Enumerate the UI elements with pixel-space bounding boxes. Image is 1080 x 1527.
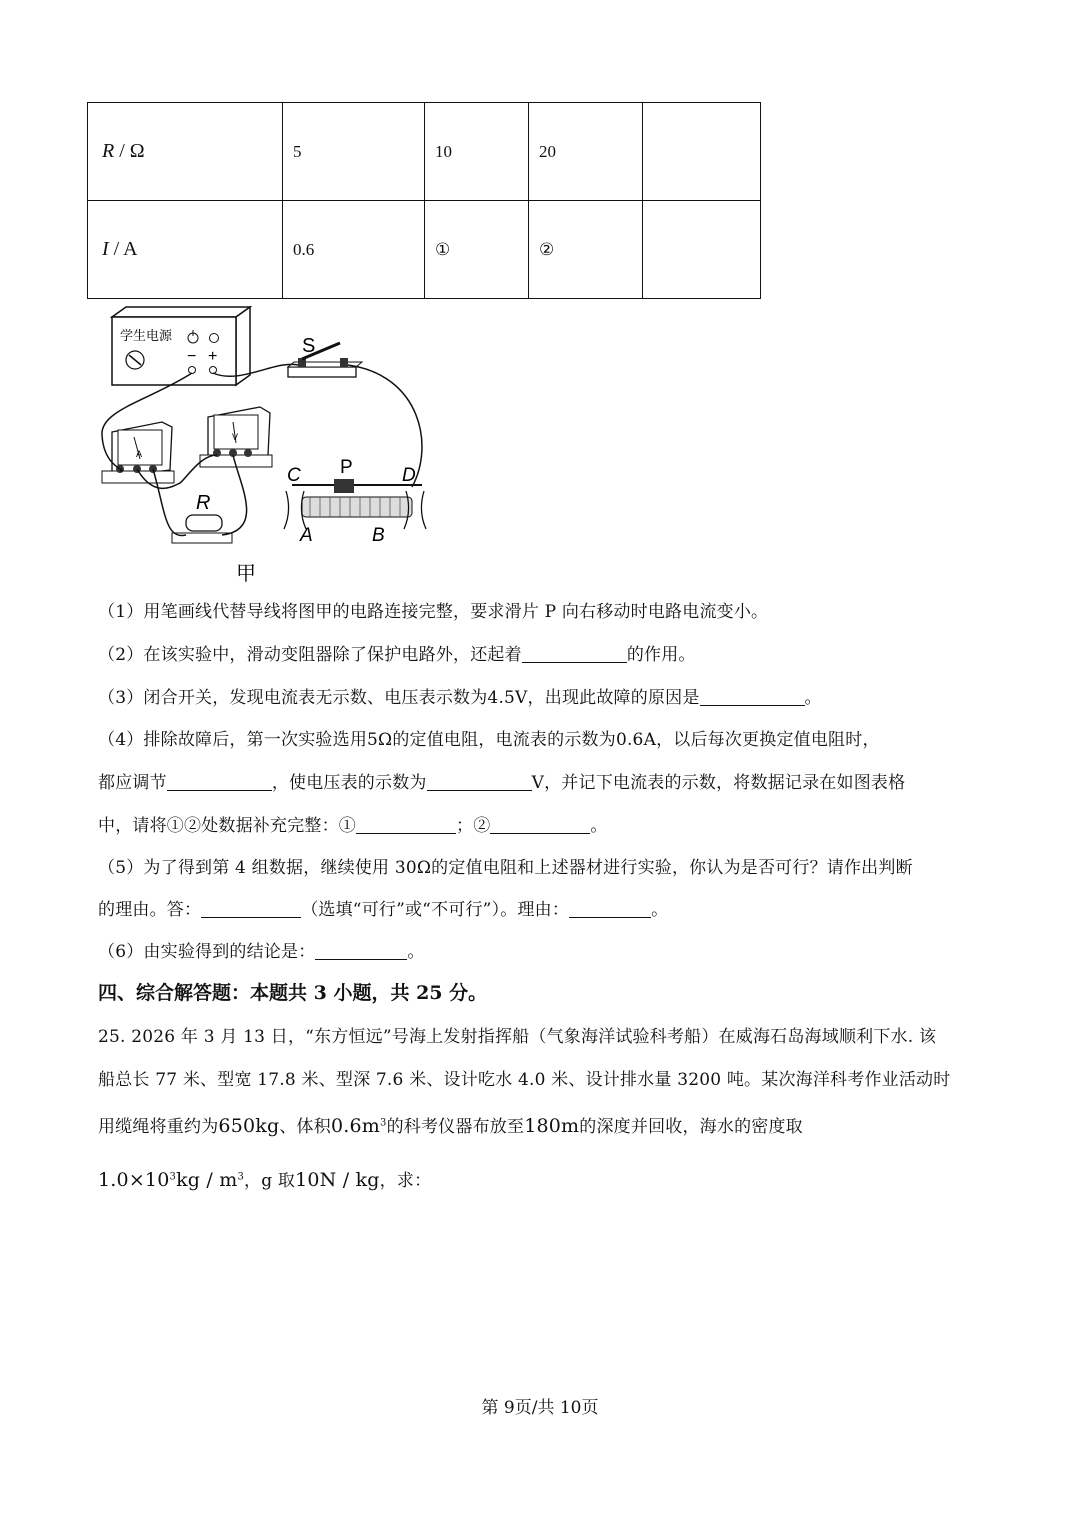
table-cell: ① [425,201,529,299]
answer-blank[interactable] [167,773,272,791]
table-cell: 10 [425,103,529,201]
table-row [88,201,761,299]
question-5-line-2: 的理由。答： （选填“可行”或“不可行”）。理由： 。 [98,900,669,920]
problem-25-line-4: $1.0\times 10^3kg / m^3$，g 取10N / kg，求： [98,1169,432,1191]
question-6: （6）由实验得到的结论是： 。 [98,942,425,962]
table-cell: ② [529,201,643,299]
answer-blank[interactable] [315,942,407,960]
table-row [88,103,761,201]
problem-25-line-3: 用缆绳将重约为650kg、体积$0.6m^3$的科考仪器布放至180m的深度并回收，海水的密度取 [98,1115,803,1137]
data-table [87,102,761,299]
page-footer: 第 9页/共 10页 [481,1398,599,1418]
minus-terminal-label: − [187,348,197,365]
voltmeter-label: V [232,432,239,442]
figure-caption: 甲 [236,563,256,585]
row-label-r: R / Ω [88,103,283,201]
ammeter-label: A [136,449,143,459]
question-1: （1）用笔画线代替导线将图甲的电路连接完整，要求滑片 P 向右移动时电路电流变小。 [98,602,769,622]
terminal-b-label: B [372,525,385,546]
table-cell: 5 [283,103,425,201]
terminal-c-label: C [287,465,301,486]
answer-blank[interactable] [201,900,301,918]
resistor-label: R [196,492,211,514]
slider-p-label: P [340,457,353,478]
answer-blank[interactable] [522,645,627,663]
question-4-line-3: 中，请将①②处数据补充完整：① ；② 。 [98,816,608,836]
rheostat [284,457,426,546]
voltmeter [200,407,272,467]
table-cell: 0.6 [283,201,425,299]
answer-blank[interactable] [569,900,651,918]
question-4-line-1: （4）排除故障后，第一次实验选用5Ω的定值电阻，电流表的示数为0.6A，以后每次更换定值电阻时， [98,730,880,750]
problem-25-line-1: 25. 2026 年 3 月 13 日，“东方恒远”号海上发射指挥船（气象海洋试验科考船）在威海石岛海域顺利下水. 该 [98,1027,937,1047]
ammeter [102,422,174,483]
answer-blank[interactable] [700,688,805,706]
terminal-a-label: A [300,525,313,546]
question-3: （3）闭合开关，发现电流表无示数、电压表示数为4.5V，出现此故障的原因是 。 [98,688,822,708]
switch [288,335,362,377]
row-label-i: I / A [88,201,283,299]
plus-terminal-label: + [208,348,218,365]
section-heading: 四、综合解答题：本题共 3 小题，共 25 分。 [98,982,488,1004]
answer-blank[interactable] [356,816,456,834]
question-2: （2）在该实验中，滑动变阻器除了保护电路外，还起着 的作用。 [98,645,696,665]
answer-blank[interactable] [427,773,532,791]
table-cell [643,201,761,299]
question-5-line-1: （5）为了得到第 4 组数据，继续使用 30Ω的定值电阻和上述器材进行实验，你认为是否可行？请作出判断 [98,858,913,878]
question-4-line-2: 都应调节 ，使电压表的示数为 V，并记下电流表的示数，将数据记录在如图表格 [98,773,906,793]
power-supply-label: 学生电源 [120,328,173,343]
power-supply [112,307,250,385]
terminal-d-label: D [402,465,416,486]
switch-label: S [302,335,316,357]
circuit-figure [90,305,450,590]
table-cell [643,103,761,201]
answer-blank[interactable] [490,816,590,834]
problem-25-line-2: 船总长 77 米、型宽 17.8 米、型深 7.6 米、设计吃水 4.0 米、设计排水量 3200 吨。某次海洋科考作业活动时 [98,1070,951,1090]
table-cell: 20 [529,103,643,201]
